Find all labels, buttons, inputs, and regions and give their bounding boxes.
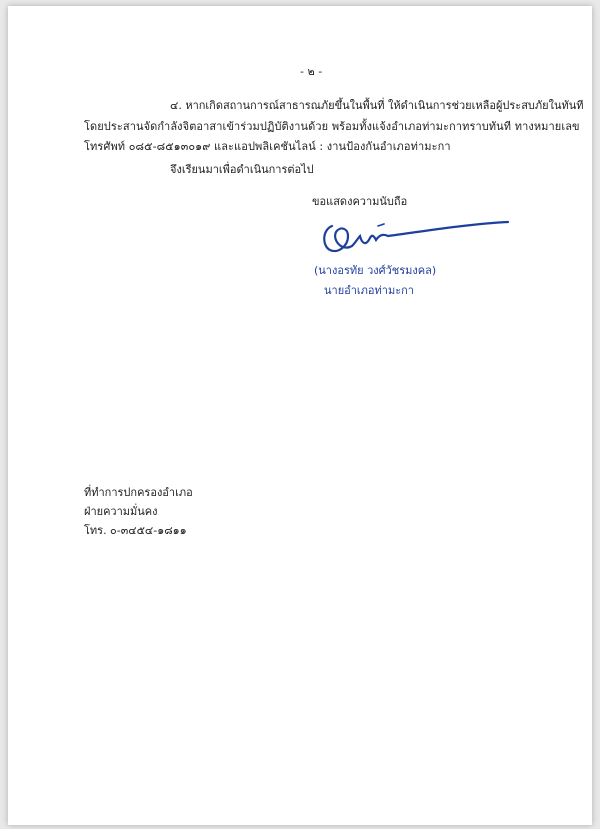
paragraph-line-3: โทรศัพท์ ๐๘๕-๘๕๑๓๐๑๙ และแอปพลิเคชันไลน์ : งานป้องกันอำเภอท่ามะกา [84,140,451,153]
page-number: - ๒ - [300,65,323,78]
paragraph-line-1: ๔. หากเกิดสถานการณ์สาธารณภัยขึ้นในพื้นที่ ให้ดำเนินการช่วยเหลือผู้ประสบภัยในทันที [170,99,584,112]
paragraph-line-2: โดยประสานจัดกำลังจิตอาสาเข้าร่วมปฏิบัติงานด้วย พร้อมทั้งแจ้งอำเภอท่ามะกาทราบทันที ทางหมายเลข [84,120,580,133]
document-page [8,6,592,825]
closing-request: จึงเรียนมาเพื่อดำเนินการต่อไป [170,163,314,176]
footer-office: ที่ทำการปกครองอำเภอ [84,486,193,499]
signer-name: (นางอรทัย วงศ์วัชรมงคล) [314,264,437,277]
handwritten-signature [318,212,518,266]
signer-position: นายอำเภอท่ามะกา [324,284,414,297]
salutation: ขอแสดงความนับถือ [312,195,408,208]
footer-phone: โทร. ๐-๓๔๕๔-๑๘๑๑ [84,524,187,537]
footer-division: ฝ่ายความมั่นคง [84,505,158,518]
